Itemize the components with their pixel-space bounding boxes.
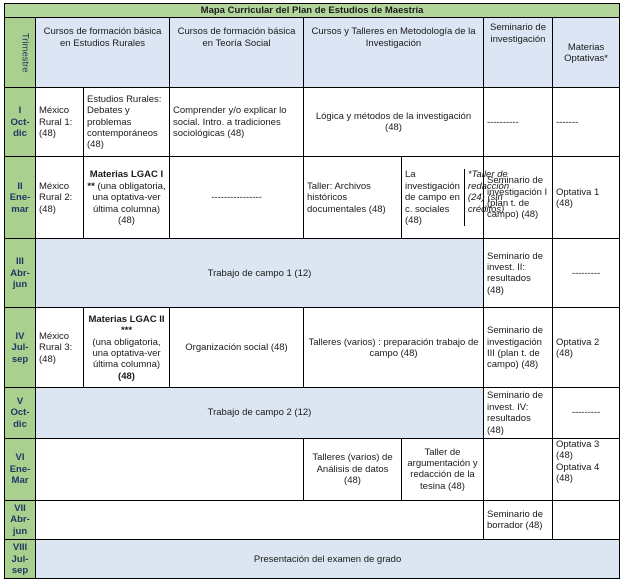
trimestre-cell: V Oct-dic bbox=[5, 388, 36, 439]
optativa-4: Optativa 4 (48) bbox=[556, 461, 600, 485]
social-cell: Organización social (48) bbox=[170, 308, 304, 388]
table-row bbox=[5, 438, 620, 500]
header-trimestre: Trimestre bbox=[5, 18, 36, 88]
trimestre-cell: III Abr-jun bbox=[5, 239, 36, 308]
optativas-cell: --------- bbox=[553, 388, 620, 439]
optativa-3: Optativa 3 (48) bbox=[556, 438, 600, 462]
curricular-map-table bbox=[4, 3, 620, 579]
trimestre-cell: VIII Jul-sep bbox=[5, 540, 36, 579]
lgac-detail: (una obligatoria, una optativa-ver última columna)(48) bbox=[92, 180, 166, 226]
seminario-cell: Seminario de invest. IV: resultados (48) bbox=[484, 388, 553, 439]
header-rural: Cursos de formación básica en Estudios Rurales bbox=[36, 18, 170, 88]
seminario-cell: Seminario de investigación III (plan t. de campo) (48) bbox=[484, 308, 553, 388]
metodologia-b-cell: Taller de argumentación y redacción de la tesina (48) bbox=[402, 438, 484, 500]
metodologia-a-cell: Taller: Archivos históricos documentales (48) bbox=[304, 157, 402, 239]
optativas-cell: Optativa 1 (48) bbox=[553, 157, 620, 239]
trabajo-campo-band: Trabajo de campo 2 (12) bbox=[36, 388, 484, 439]
table-row bbox=[5, 500, 620, 539]
table-row bbox=[5, 239, 620, 308]
header-optativas: Materias Optativas* bbox=[553, 18, 620, 88]
table-row bbox=[5, 308, 620, 388]
header-seminario: Seminario de investigación bbox=[484, 18, 553, 88]
rural-a-cell: México Rural 3: (48) bbox=[36, 308, 84, 388]
trabajo-campo-band: Trabajo de campo 1 (12) bbox=[36, 239, 484, 308]
trimestre-cell: II Ene-mar bbox=[5, 157, 36, 239]
lgac-title: Materias LGAC I ** bbox=[87, 169, 164, 192]
seminario-cell: Seminario de investigación I (plan t. de campo) (48) bbox=[484, 157, 553, 239]
seminario-cell: Seminario de invest. II: resultados (48) bbox=[484, 239, 553, 308]
header-social: Cursos de formación básica en Teoría Social bbox=[170, 18, 304, 88]
table-row bbox=[5, 388, 620, 439]
rural-b-cell bbox=[84, 157, 170, 239]
table-row bbox=[5, 540, 620, 579]
seminario-cell: Seminario de borrador (48) bbox=[484, 500, 553, 539]
trimestre-cell: IV Jul-sep bbox=[5, 308, 36, 388]
rural-b-cell: Estudios Rurales: Debates y problemas contemporáneos (48) bbox=[84, 88, 170, 157]
empty-cell bbox=[36, 438, 304, 500]
table-title: Mapa Curricular del Plan de Estudios de Maestría bbox=[5, 4, 620, 18]
optativas-cell: --------- bbox=[553, 239, 620, 308]
metodologia-cell: Lógica y métodos de la investigación (48) bbox=[304, 88, 484, 157]
optativas-cell bbox=[553, 500, 620, 539]
table-row bbox=[5, 88, 620, 157]
header-metodologia: Cursos y Talleres en Metodología de la Investigación bbox=[304, 18, 484, 88]
lgac-detail: (una obligatoria, una optativa-ver última columna) bbox=[92, 336, 161, 371]
trimestre-cell: I Oct-dic bbox=[5, 88, 36, 157]
seminario-cell bbox=[484, 438, 553, 500]
metodologia-cell: Talleres (varios) : preparación trabajo de campo (48) bbox=[304, 308, 484, 388]
trimestre-cell: VII Abr-jun bbox=[5, 500, 36, 539]
examen-band: Presentación del examen de grado bbox=[36, 540, 620, 579]
rural-b-cell bbox=[84, 308, 170, 388]
optativas-cell: Optativa 2 (48) bbox=[553, 308, 620, 388]
rural-a-cell: México Rural 2: (48) bbox=[36, 157, 84, 239]
trimestre-cell: VI Ene-Mar bbox=[5, 438, 36, 500]
rural-a-cell: México Rural 1: (48) bbox=[36, 88, 84, 157]
metodologia-a-cell: Talleres (varios) de Análisis de datos (48) bbox=[304, 438, 402, 500]
social-cell: Comprender y/o explicar lo social. Intro. a tradiciones sociológicas (48) bbox=[170, 88, 304, 157]
social-cell: ---------------- bbox=[170, 157, 304, 239]
met-b-text: La investigación de campo en c. sociales (48) bbox=[405, 169, 460, 226]
met-c-text: *Taller de redacción (24) (sin créditos) bbox=[464, 169, 509, 226]
empty-cell bbox=[36, 500, 484, 539]
optativas-cell: ------- bbox=[553, 88, 620, 157]
lgac-title: Materias LGAC II *** bbox=[88, 313, 165, 337]
optativas-cell bbox=[553, 438, 620, 500]
table-row bbox=[5, 157, 620, 239]
lgac-hours: (48) bbox=[118, 370, 135, 382]
seminario-cell: ---------- bbox=[484, 88, 553, 157]
metodologia-b-cell bbox=[402, 157, 510, 239]
